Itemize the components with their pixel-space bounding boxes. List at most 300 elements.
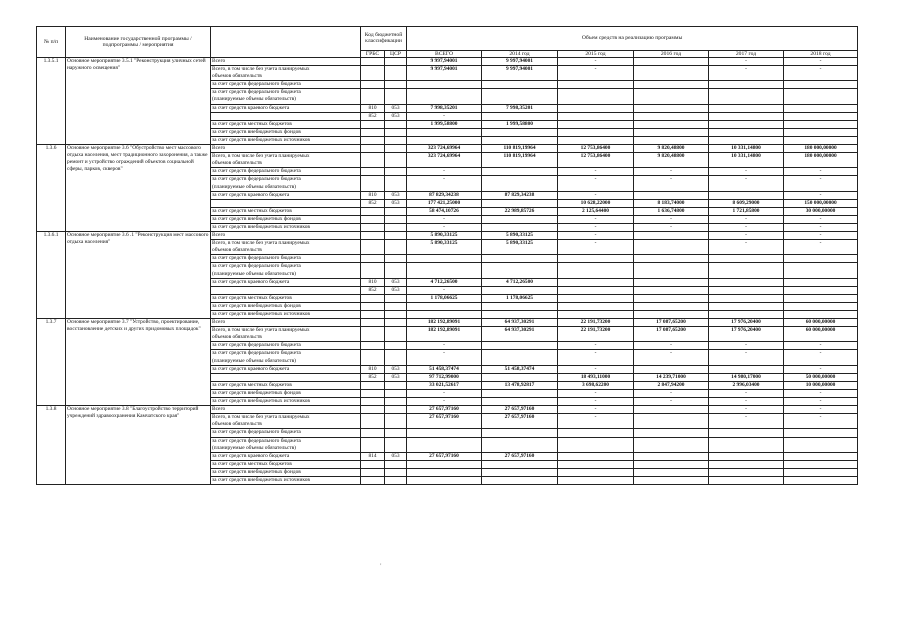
amount-cell: 7 998,35201 [482,104,558,112]
source-label-line: за счет средств федерального бюджета [212,437,301,444]
amount-cell: 33 021,52617 [407,381,482,389]
grbs-code [361,429,385,437]
amount-cell [558,286,634,294]
amount-cell: 14 239,71000 [634,373,709,381]
grbs-code [361,389,385,397]
amount-cell: 10 000,00000 [784,381,858,389]
amount-cell: 2 125,64400 [558,207,634,215]
csr-code [385,66,407,81]
row-title: Основное мероприятие 3.7 "Устройство, проектирование, восстановление детских и других придомовых площадок" [66,319,211,406]
amount-cell [784,476,858,484]
source-label-line: (планируемые объемы обязательств) [212,96,296,103]
amount-cell [784,437,858,452]
amount-cell [634,437,709,452]
grbs-code [361,460,385,468]
amount-cell [558,89,634,104]
amount-cell: - [634,215,709,223]
amount-cell: 3 698,62200 [558,381,634,389]
amount-cell: 12 753,86400 [558,145,634,153]
amount-cell [482,89,558,104]
amount-cell: 8 183,74000 [634,199,709,207]
amount-cell: 9 997,94001 [407,66,482,81]
amount-cell [482,215,558,223]
grbs-code [361,319,385,327]
csr-code [385,153,407,168]
grbs-code [361,240,385,255]
amount-cell: - [407,350,482,365]
amount-cell [482,112,558,120]
csr-code [385,58,407,66]
source-label-line: объемов обязательств [212,421,262,428]
source-label: за счет средств краевого бюджета [211,452,361,460]
csr-code [385,460,407,468]
amount-cell [634,112,709,120]
amount-cell: 182 192,89091 [407,327,482,342]
amount-cell: 27 657,97160 [482,414,558,429]
grbs-code: 810 [361,365,385,373]
amount-cell: 10 331,14800 [709,153,784,168]
amount-cell [634,365,709,373]
amount-cell [558,294,634,302]
amount-cell: 1 721,85800 [709,207,784,215]
amount-cell: - [709,240,784,255]
amount-cell: 58 474,10726 [407,207,482,215]
grbs-code [361,232,385,240]
amount-cell: - [407,223,482,231]
table-row [37,406,858,414]
row-number: 1.3.6.1 [37,232,66,319]
amount-cell: - [558,176,634,191]
source-label: Всего [211,406,361,414]
amount-cell: 110 819,19964 [482,145,558,153]
source-label-line: объемов обязательств [212,247,262,254]
grbs-code [361,327,385,342]
grbs-code [361,406,385,414]
amount-cell: - [558,232,634,240]
header-volume: Объем средств на реализацию программы [407,27,858,51]
amount-cell: - [784,58,858,66]
amount-cell [709,104,784,112]
csr-code [385,319,407,327]
amount-cell [784,89,858,104]
row-number: 1.3.8 [37,406,66,485]
source-label-line: Всего, в том числе без учета планируемых [212,414,310,421]
amount-cell: - [558,168,634,176]
csr-code [385,223,407,231]
amount-cell: 5 890,33125 [407,240,482,255]
amount-cell: - [784,176,858,191]
amount-cell: 51 458,37474 [407,365,482,373]
csr-code [385,414,407,429]
amount-cell [784,460,858,468]
amount-cell [709,136,784,144]
amount-cell: 50 000,00000 [784,373,858,381]
amount-cell: - [784,191,858,199]
source-label: за счет средств федерального бюджета [211,429,361,437]
source-label [211,286,361,294]
csr-code [385,476,407,484]
row-title: Основное мероприятие 3.5.1 "Реконструкция уличных сетей наружного освещения" [66,58,211,145]
amount-cell: 22 191,73200 [558,319,634,327]
amount-cell: - [709,223,784,231]
source-label: за счет средств внебюджетных фондов [211,468,361,476]
source-label [211,350,361,365]
source-label [211,153,361,168]
source-label [211,89,361,104]
amount-cell [482,128,558,136]
amount-cell: - [784,350,858,365]
grbs-code [361,128,385,136]
source-label: за счет средств краевого бюджета [211,278,361,286]
amount-cell [407,429,482,437]
amount-cell: - [558,365,634,373]
amount-cell: 4 712,26500 [407,278,482,286]
amount-cell [407,468,482,476]
source-label-line: (планируемые объемы обязательств) [212,183,296,190]
amount-cell [784,429,858,437]
header-blank [211,27,361,58]
source-label [211,437,361,452]
amount-cell: 8 609,29000 [709,199,784,207]
amount-cell [482,263,558,278]
amount-cell [558,311,634,319]
amount-cell [482,429,558,437]
amount-cell [634,278,709,286]
amount-cell [482,255,558,263]
source-label: за счет средств внебюджетных источников [211,311,361,319]
amount-cell [634,468,709,476]
row-title: Основное мероприятие 3.6 .1 "Реконструкция мест массового отдыха населения" [66,232,211,319]
grbs-code [361,414,385,429]
amount-cell: 51 458,37474 [482,365,558,373]
amount-cell [709,128,784,136]
grbs-code [361,342,385,350]
amount-cell [482,437,558,452]
amount-cell [634,429,709,437]
csr-code [385,429,407,437]
amount-cell [634,263,709,278]
row-title: Основное мероприятие 3.8 "Благоустройство территорий учреждений здравоохранения Камчатского края" [66,406,211,485]
amount-cell [634,136,709,144]
amount-cell [634,294,709,302]
amount-cell: 22 989,85726 [482,207,558,215]
amount-cell: 4 712,26500 [482,278,558,286]
csr-code [385,128,407,136]
amount-cell: 12 753,86400 [558,153,634,168]
amount-cell [634,414,709,429]
amount-cell [482,286,558,294]
amount-cell: 17 087,65200 [634,319,709,327]
source-label-line: Всего, в том числе без учета планируемых [212,327,310,334]
grbs-code [361,58,385,66]
amount-cell [709,286,784,294]
amount-cell [634,58,709,66]
amount-cell: - [407,112,482,120]
amount-cell: 87 829,34238 [482,191,558,199]
amount-cell [482,350,558,365]
source-label-line: объемов обязательств [212,334,262,341]
amount-cell [709,365,784,373]
amount-cell: - [784,398,858,406]
amount-cell [784,311,858,319]
amount-cell: 323 724,69964 [407,145,482,153]
budget-table [36,26,858,485]
source-label: за счет средств местных бюджетов [211,207,361,215]
source-label-line: объемов обязательств [212,160,262,167]
csr-code [385,136,407,144]
amount-cell: - [709,232,784,240]
grbs-code [361,215,385,223]
grbs-code [361,398,385,406]
amount-cell [634,66,709,81]
grbs-code [361,294,385,302]
amount-cell [407,460,482,468]
amount-cell [558,452,634,460]
amount-cell [407,311,482,319]
csr-code [385,120,407,128]
amount-cell [709,120,784,128]
grbs-code [361,176,385,191]
source-label: за счет средств местных бюджетов [211,120,361,128]
source-label: Всего [211,145,361,153]
source-label: за счет средств местных бюджетов [211,294,361,302]
amount-cell: 64 937,30291 [482,319,558,327]
amount-cell: 9 820,48800 [634,145,709,153]
grbs-code [361,168,385,176]
source-label: за счет средств краевого бюджета [211,191,361,199]
amount-cell: - [784,223,858,231]
amount-cell: - [634,389,709,397]
source-label: за счет средств местных бюджетов [211,381,361,389]
amount-cell: 9 997,94001 [407,58,482,66]
amount-cell [709,437,784,452]
amount-cell [634,120,709,128]
amount-cell: - [709,406,784,414]
amount-cell: 5 890,33125 [407,232,482,240]
grbs-code [361,89,385,104]
amount-cell: - [634,350,709,365]
amount-cell [482,199,558,207]
amount-cell: - [784,168,858,176]
amount-cell [709,191,784,199]
source-label: за счет средств местных бюджетов [211,460,361,468]
source-label-line: за счет средств федерального бюджета [212,89,301,96]
amount-cell: 1 178,06625 [482,294,558,302]
source-label [211,414,361,429]
grbs-code: 810 [361,278,385,286]
amount-cell: - [558,191,634,199]
amount-cell [407,437,482,452]
amount-cell [482,398,558,406]
source-label: за счет средств внебюджетных источников [211,136,361,144]
csr-code: 053 [385,112,407,120]
amount-cell [709,452,784,460]
amount-cell [709,468,784,476]
amount-cell [634,406,709,414]
csr-code: 053 [385,373,407,381]
amount-cell [482,168,558,176]
amount-cell: - [784,406,858,414]
amount-cell [784,468,858,476]
grbs-code [361,381,385,389]
amount-cell: - [784,389,858,397]
source-label: за счет средств внебюджетных источников [211,476,361,484]
amount-cell: 27 657,97160 [482,452,558,460]
amount-cell: 17 976,20400 [709,319,784,327]
header-year: 2018 год [784,50,858,57]
amount-cell: - [709,342,784,350]
csr-code [385,468,407,476]
csr-code: 053 [385,278,407,286]
amount-cell: - [558,215,634,223]
amount-cell: - [709,168,784,176]
grbs-code: 852 [361,199,385,207]
amount-cell [634,81,709,89]
amount-cell: - [709,398,784,406]
source-label [211,176,361,191]
amount-cell [709,255,784,263]
amount-cell: 180 000,00000 [784,145,858,153]
amount-cell [482,311,558,319]
row-number: 1.3.7 [37,319,66,406]
source-label: Всего [211,232,361,240]
amount-cell: - [558,240,634,255]
amount-cell [634,232,709,240]
csr-code [385,350,407,365]
row-number: 1.3.6 [37,145,66,232]
amount-cell: - [558,406,634,414]
header-year: 2015 год [558,50,634,57]
amount-cell: - [558,66,634,81]
amount-cell [558,468,634,476]
amount-cell [634,452,709,460]
grbs-code: 852 [361,286,385,294]
amount-cell: 27 657,97160 [482,406,558,414]
amount-cell: 27 657,97160 [407,414,482,429]
amount-cell [558,278,634,286]
amount-cell [558,302,634,310]
amount-cell [634,311,709,319]
source-label: за счет средств краевого бюджета [211,104,361,112]
amount-cell: 9 820,48800 [634,153,709,168]
amount-cell: - [784,232,858,240]
table-row [37,145,858,153]
csr-code [385,145,407,153]
amount-cell [709,311,784,319]
amount-cell: 60 000,00000 [784,327,858,342]
source-label-line: Всего, в том числе без учета планируемых [212,153,310,160]
amount-cell: 64 937,30291 [482,327,558,342]
source-label [211,263,361,278]
source-label [211,327,361,342]
csr-code [385,294,407,302]
grbs-code [361,66,385,81]
amount-cell [482,302,558,310]
amount-cell: - [709,66,784,81]
source-label-line: (планируемые объемы обязательств) [212,270,296,277]
amount-cell [407,302,482,310]
csr-code: 053 [385,104,407,112]
amount-cell: 30 000,00000 [784,207,858,215]
amount-cell: - [709,414,784,429]
amount-cell: 180 000,00000 [784,153,858,168]
amount-cell: - [634,168,709,176]
amount-cell: 7 998,35201 [407,104,482,112]
csr-code [385,168,407,176]
amount-cell: - [784,215,858,223]
amount-cell [482,373,558,381]
amount-cell [784,104,858,112]
source-label-line: Всего, в том числе без учета планируемых [212,66,310,73]
amount-cell [784,294,858,302]
grbs-code [361,263,385,278]
amount-cell [784,112,858,120]
amount-cell [634,104,709,112]
source-label-line: Всего, в том числе без учета планируемых [212,240,310,247]
csr-code [385,302,407,310]
header-year: ВСЕГО [407,50,482,57]
grbs-code [361,120,385,128]
amount-cell [558,429,634,437]
source-label-line: за счет средств федерального бюджета [212,176,301,183]
amount-cell: 97 712,99000 [407,373,482,381]
amount-cell [784,120,858,128]
header-row [37,27,858,51]
source-label: за счет средств федерального бюджета [211,342,361,350]
grbs-code [361,302,385,310]
csr-code: 053 [385,365,407,373]
amount-cell: 60 000,00000 [784,319,858,327]
grbs-code: 810 [361,191,385,199]
amount-cell [784,81,858,89]
amount-cell [784,263,858,278]
amount-cell: 87 829,34238 [407,191,482,199]
amount-cell: - [709,350,784,365]
grbs-code [361,311,385,319]
amount-cell: - [634,342,709,350]
source-label-line: (планируемые объемы обязательств) [212,357,296,364]
csr-code [385,232,407,240]
amount-cell: - [784,66,858,81]
source-label: за счет средств внебюджетных источников [211,223,361,231]
grbs-code [361,145,385,153]
csr-code [385,207,407,215]
csr-code: 053 [385,452,407,460]
grbs-code [361,476,385,484]
amount-cell: 27 657,97160 [407,406,482,414]
amount-cell: - [784,240,858,255]
amount-cell [784,286,858,294]
amount-cell: - [709,176,784,191]
amount-cell [407,476,482,484]
amount-cell: 9 997,94001 [482,58,558,66]
grbs-code: 814 [361,452,385,460]
amount-cell [558,255,634,263]
amount-cell: 22 191,73200 [558,327,634,342]
amount-cell: - [558,58,634,66]
amount-cell: - [558,414,634,429]
amount-cell: - [709,58,784,66]
amount-cell: 10 628,22000 [558,199,634,207]
csr-code [385,215,407,223]
csr-code [385,398,407,406]
amount-cell [634,255,709,263]
grbs-code: 810 [361,104,385,112]
amount-cell [482,176,558,191]
csr-code [385,342,407,350]
amount-cell [709,294,784,302]
header-year: 2017 год [709,50,784,57]
